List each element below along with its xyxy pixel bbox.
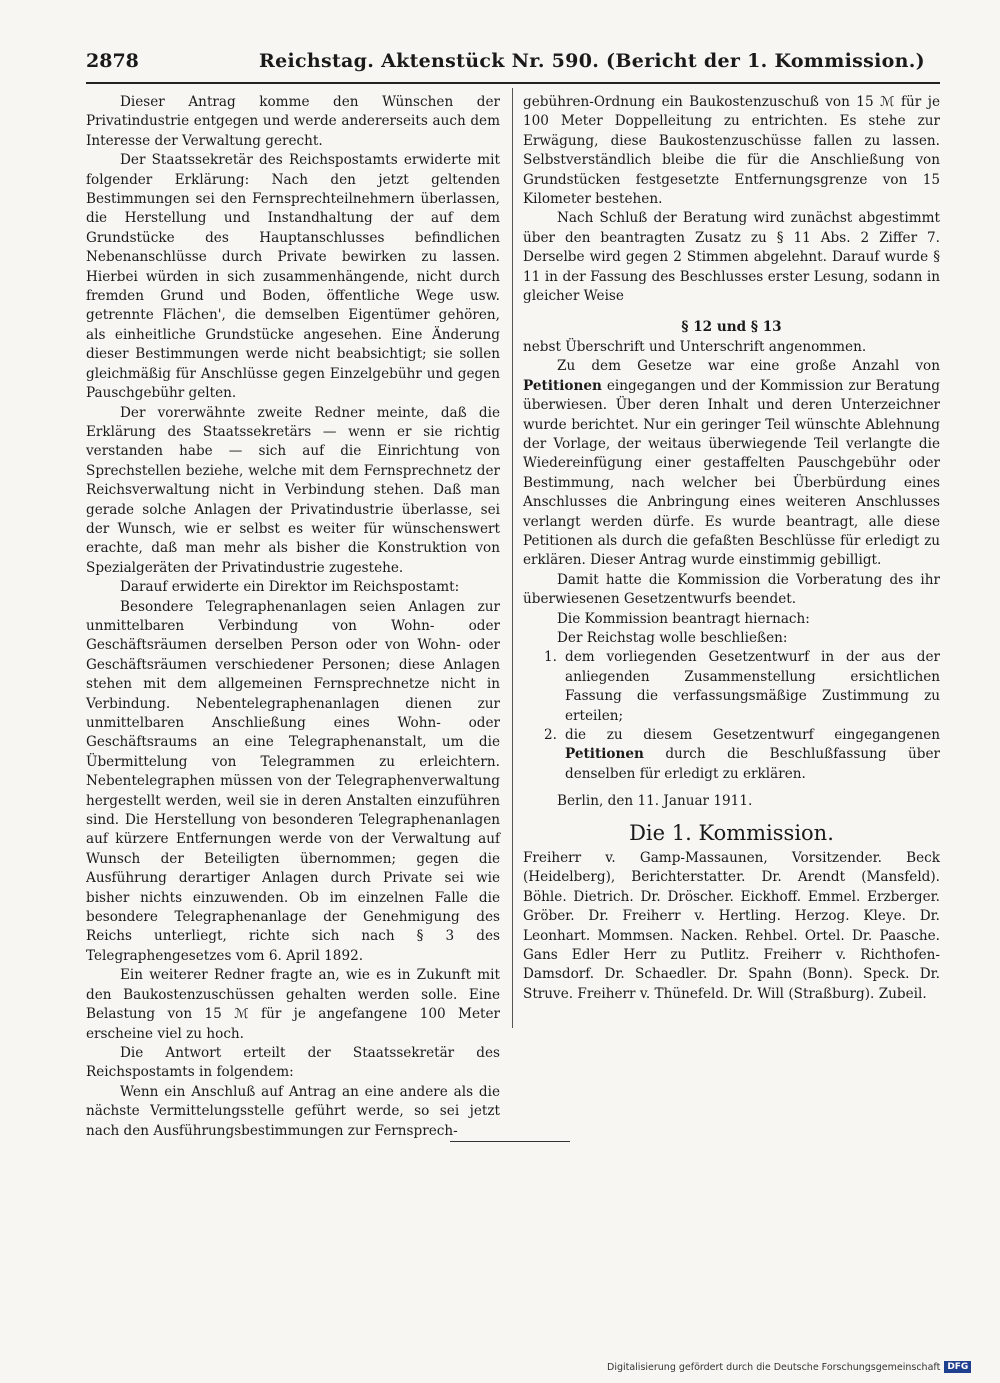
paragraph: Der Staatssekretär des Reichspostamts erwiderte mit folgender Erklärung: Nach den jetzt geltenden Bestimmungen sei den Fernsprechteilnehmern überlassen, die Herstellung und Instandhaltung der auf dem Grundstücke des Hauptanschlusses befindlichen Nebenanschlüsse durch Private bewirken zu lassen. Hierbei würden in sich zusammenhängende, nicht durch fremden Grund und Boden, öffentliche Wege usw. getrennte Flächen', die demselben Eigentümer gehören, als einheitliche Grundstücke angesehen. Eine Änderung dieser Bestimmungen werde nicht beabsichtigt; sie sollen gleichmäßig für Anschlüsse gegen Einzelgebühr und gegen Pauschgebühr gelten. xyxy=(86,152,500,402)
left-column xyxy=(86,93,500,1141)
text-segment: die zu diesem Gesetzentwurf eingegangenen xyxy=(565,727,940,743)
list-item xyxy=(523,726,940,784)
petitions-keyword: Petitionen xyxy=(565,746,644,763)
text-segment: eingegangen und der Kommission zur Beratung überwiesen. Über deren Inhalt und deren Unterzeichner wurde berichtet. Nur ein geringer Teil wünschte Ablehnung der Vorlage, der weitaus überwiegende Teil verlangte die Wiedereinfügung einer gestaffelten Pauschgebühr oder Bestimmung, nach welcher bei Überbürdung eines Anschlusses die Anbringung eines weiteren Anschlusses verlangt werden dürfe. Es wurde beantragt, alle diese Petitionen als durch die gefaßten Beschlüsse für erledigt zu erklären. Dieser Antrag wurde einstimmig gebilligt. xyxy=(523,377,941,569)
header-rule xyxy=(86,82,940,84)
text-segment: Zu dem Gesetze war eine große Anzahl von xyxy=(557,358,940,375)
member-list: Freiherr v. Gamp-Massaunen, Vorsitzender. Beck (Heidelberg), Berichterstatter. Dr. Arendt (Mansfeld). Böhle. Dietrich. Dr. Dröscher. Eickhoff. Emmel. Erzberger. Gröber. Dr. Freiherr v. Hertling. Herzog. Kleye. Dr. Leonhart. Mommsen. Nacken. Rehbel. Ortel. Dr. Paasche. Gans Edler Herr zu Putlitz. Freiherr v. Richthofen-Damsdorf. Dr. Schaedler. Dr. Spahn (Bonn). Speck. Dr. Struve. Freiherr v. Thünefeld. Dr. Will (Straßburg). Zubeil. xyxy=(523,850,940,1002)
paragraph: Die Antwort erteilt der Staatssekretär des Reichspostamts in folgendem: xyxy=(86,1044,500,1081)
column-divider xyxy=(512,88,513,1028)
footer-text: Digitalisierung gefördert durch die Deutsche Forschungsgemeinschaft xyxy=(607,1361,941,1373)
petitions-paragraph xyxy=(523,357,940,570)
text-segment: durch die Beschlußfassung über denselben für erledigt zu erklären. xyxy=(565,746,940,782)
paragraph: Darauf erwiderte ein Direktor im Reichspostamt: xyxy=(120,579,460,596)
section-after: nebst Überschrift und Unterschrift angenommen. xyxy=(523,338,867,355)
dfg-logo-icon: DFG xyxy=(944,1361,971,1373)
running-head: Reichstag. Aktenstück Nr. 590. (Bericht der 1. Kommission.) xyxy=(259,50,925,72)
end-rule xyxy=(450,1141,570,1142)
list-item xyxy=(523,648,940,726)
paragraph: Nach Schluß der Beratung wird zunächst abgestimmt über den beantragten Zusatz zu § 11 Abs. 2 Ziffer 7. Derselbe wird gegen 2 Stimmen abgelehnt. Darauf wurde § 11 in der Fassung des Beschlusses erster Lesung, sodann in gleicher Weise xyxy=(523,210,940,305)
resolution-intro: Der Reichstag wolle beschließen: xyxy=(557,629,788,646)
paragraph: Dieser Antrag komme den Wünschen der Privatindustrie entgegen und werde andererseits auch dem Interesse der Verwaltung gerecht. xyxy=(86,94,500,149)
paragraph: Besondere Telegraphenanlagen seien Anlagen zur unmittelbaren Verbindung von Wohn- oder Geschäftsräumen derselben Person oder von Wohn- oder Geschäftsräumen verschiedener Personen; diese Anlagen stehen mit dem allgemeinen Fernsprechnetze nicht in Verbindung. Nebentelegraphenanlagen dienen zur unmittelbaren Anschließung eines Wohn- oder Geschäftsraums an eine Telegraphenanstalt, um die Übermittelung von Telegrammen zu erleichtern. Nebentelegraphen müssen von der Telegraphenverwaltung hergestellt werden, weil sie in deren Anstalten einzuführen sind. Die Herstellung von besonderen Telegraphenanlagen auf kürzere Entfernungen werde von der Verwaltung auf Wunsch der Beteiligten übernommen; gegen die Ausführung derartiger Anlagen durch Private sei wie bisher nichts einzuwenden. Ob im einzelnen Falle die besondere Telegraphenanlage der Genehmigung des Reichs unterliegt, richte sich nach § 3 des Telegraphengesetzes vom 6. April 1892. xyxy=(86,598,500,964)
list-number: 1. xyxy=(544,649,557,666)
right-column xyxy=(523,93,940,1004)
place-date: Berlin, den 11. Januar 1911. xyxy=(557,793,753,810)
paragraph: Wenn ein Anschluß auf Antrag an eine andere als die nächste Vermittelungsstelle geführt werde, so sei jetzt nach den Ausführungsbestimmungen zur Fernsprech- xyxy=(86,1083,500,1139)
list-text xyxy=(565,726,940,784)
paragraph: Damit hatte die Kommission die Vorberatung des ihr überwiesenen Gesetzentwurfs beendet. xyxy=(523,571,940,608)
section-heading: § 12 und § 13 xyxy=(681,319,782,336)
paragraph: Der vorerwähnte zweite Redner meinte, daß die Erklärung des Staatssekretärs — wenn er sie richtig verstanden habe — sich auf die Einrichtung von Sprechstellen beziehe, welche mit dem Fernsprechnetz der Reichsverwaltung nicht in Verbindung stehen. Daß man gerade solche Anlagen der Privatindustrie überlasse, sei der Wunsch, wie er selbst es weiter für wünschenswert erachte, daß man mehr als bisher die Konstruktion von Spezialgeräten der Privatindustrie zugestehe. xyxy=(86,404,500,576)
footer xyxy=(607,1360,967,1374)
page-header xyxy=(86,50,940,80)
paragraph-continuation: gebühren-Ordnung ein Baukostenzuschuß von 15 ℳ für je 100 Meter Doppelleitung zu entrichten. Es stehe zur Erwägung, diese Baukostenzuschüsse fallen zu lassen. Selbstverständlich bleibe die für die Anschließung von Grundstücken festgesetzte Entfernungsgrenze von 15 Kilometer bestehen. xyxy=(523,94,940,208)
resolution-list xyxy=(523,648,940,784)
list-text: dem vorliegenden Gesetzentwurf in der aus der anliegenden Zusammenstellung ersichtlichen Fassung die verfassungsmäßige Zustimmung zu erteilen; xyxy=(565,649,940,724)
signature-heading: Die 1. Kommission. xyxy=(629,820,834,845)
proposal-intro: Die Kommission beantragt hiernach: xyxy=(557,610,810,627)
list-number: 2. xyxy=(544,727,557,743)
petitions-keyword: Petitionen xyxy=(523,377,602,394)
page-number: 2878 xyxy=(86,50,139,72)
paragraph: Ein weiterer Redner fragte an, wie es in Zukunft mit den Baukostenzuschüssen gehalten werden solle. Eine Belastung von 15 ℳ für je angefangene 100 Meter erscheine viel zu hoch. xyxy=(86,967,500,1042)
